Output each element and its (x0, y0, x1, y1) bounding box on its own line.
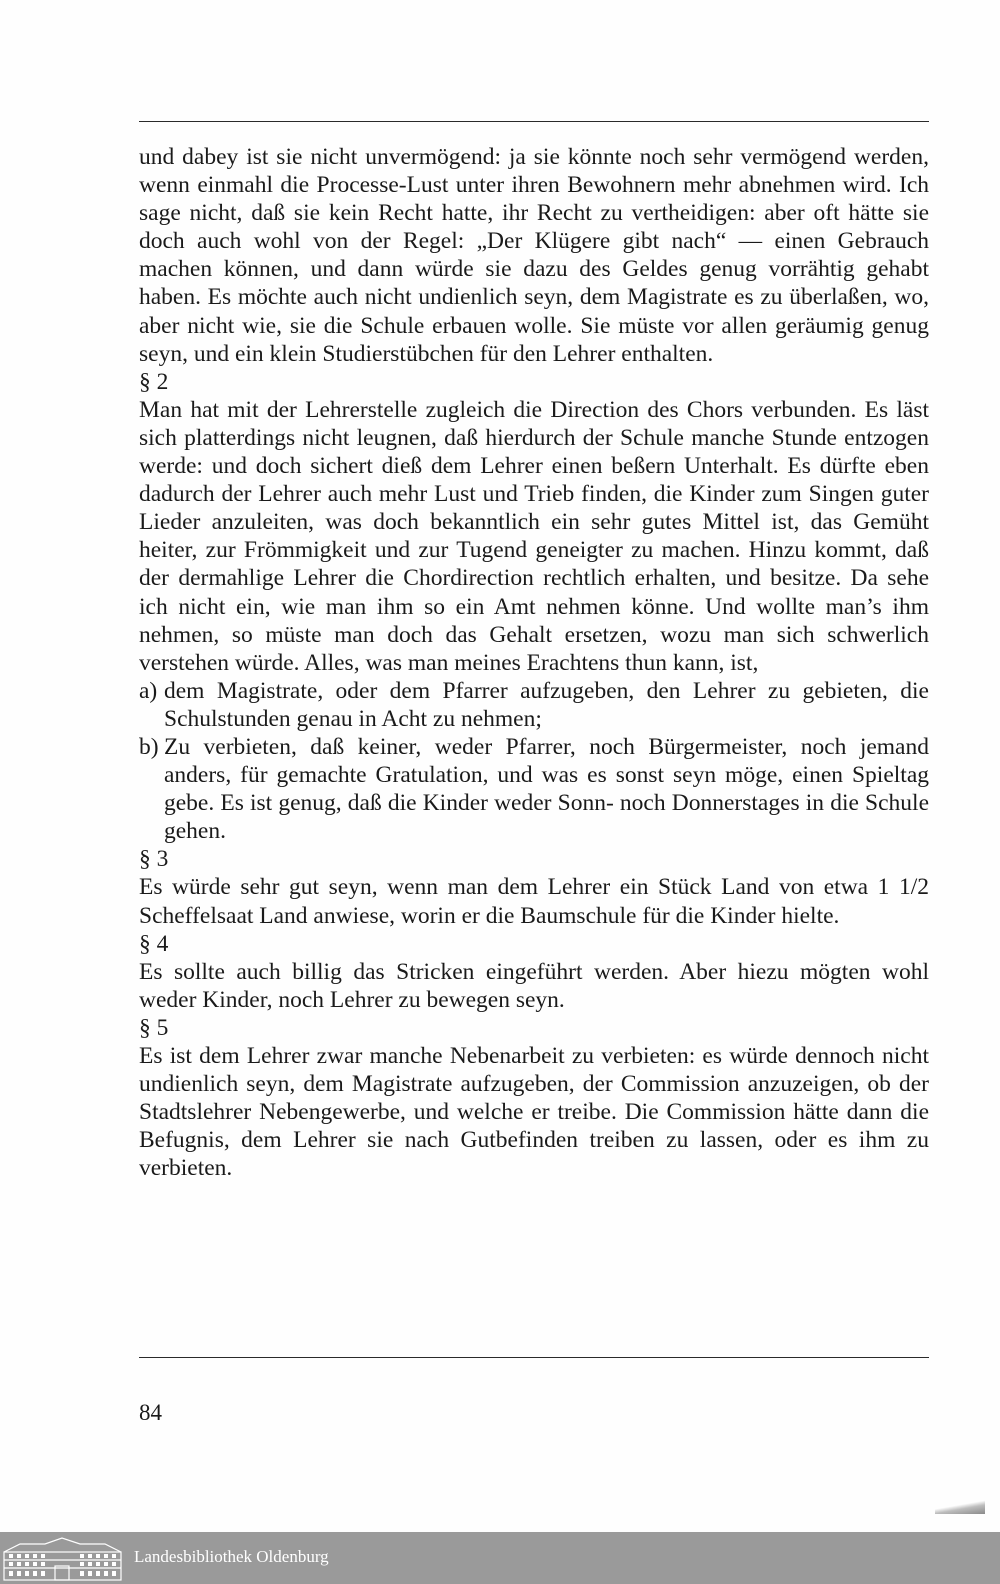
paragraph-3: Es würde sehr gut seyn, wenn man dem Lehrer ein Stück Land von etwa 1 1/2 Scheffelsaat Land anwiese, worin er die Baumschule für die Kinder hielte. (139, 874, 929, 929)
body-text (139, 143, 929, 1182)
paragraph-2: Man hat mit der Lehrerstelle zugleich die Direction des Chors verbunden. Es läst sich platterdings nicht leugnen, daß hierdurch der Schule manche Stunde entzogen werde: und doch sichert dieß dem Lehrer einen beßern Unterhalt. Es dürfte eben dadurch der Lehrer auch mehr Lust und Trieb finden, die Kinder zum Singen guter Lieder anzuleiten, was doch bekanntlich ein sehr gutes Mittel ist, das Gemüht heiter, zur Frömmigkeit und zur Tugend geneigter zu machen. Hinzu kommt, daß der dermahlige Lehrer die Chordirection rechtlich erhalten, und besitze. Da sehe ich nicht ein, wie man ihm so ein Amt nehmen könne. Und wollte man’s ihm nehmen, so müste man doch das Gehalt ersetzen, wozu man sich schwerlich verstehen würde. Alles, was man meines Erachtens thun kann, ist, (139, 396, 929, 676)
list-marker-b: b) (139, 733, 159, 760)
paragraph-1: und dabey ist sie nicht unvermögend: ja sie könnte noch sehr vermögend werden, wenn einmahl die Processe-Lust unter ihren Bewohnern mehr abnehmen wird. Ich sage nicht, daß sie kein Recht hatte, ihr Recht zu vertheidigen: aber oft hätte sie doch auch wohl von der Regel: „Der Klügere gibt nach“ — einen Gebrauch machen können, und dann würde sie dazu des Geldes genug vorrähtig gehabt haben. Es möchte auch nicht undienlich seyn, dem Magistrate es zu überlaßen, wo, aber nicht wie, sie die Schule erbauen wolle. Sie müste vor allen geräumig genug seyn, und ein klein Studierstübchen für den Lehrer enthalten. (139, 144, 929, 367)
list-item-a (139, 677, 929, 733)
section-heading-4: § 4 (139, 930, 169, 957)
list-item-a-text: dem Magistrate, oder dem Pfarrer aufzugeben, den Lehrer zu gebieten, die Schulstunden genau in Acht zu nehmen; (164, 677, 929, 732)
library-building-icon (0, 1536, 125, 1582)
scan-corner-mark (935, 1500, 985, 1514)
library-footer-bar (0, 1532, 1000, 1584)
list-marker-a: a) (139, 677, 158, 704)
paragraph-5: Es ist dem Lehrer zwar manche Nebenarbeit zu verbieten: es würde dennoch nicht undienlich seyn, dem Magistrate aufzugeben, der Commission anzuzeigen, ob der Stadtslehrer Nebengewerbe, und welche er treibe. Die Commission hätte dann die Befugnis, dem Lehrer sie nach Gutbefinden treiben zu lassen, oder es ihm zu verbieten. (139, 1043, 929, 1182)
page-number: 84 (139, 1400, 162, 1425)
section-heading-3: § 3 (139, 846, 169, 873)
list-item-b-text: Zu verbieten, daß keiner, weder Pfarrer, noch Bürgermeister, noch jemand anders, für gemachte Gratulation, und was es sonst seyn möge, einen Spieltag gebe. Es ist genug, daß die Kinder weder Sonn- noch Donnerstages in die Schule gehen. (164, 733, 929, 845)
bottom-rule (139, 1357, 929, 1358)
section-heading-2: § 2 (139, 368, 169, 395)
section-heading-5: § 5 (139, 1014, 169, 1041)
library-name: Landesbibliothek Oldenburg (134, 1547, 329, 1566)
top-rule (139, 121, 929, 122)
paragraph-4: Es sollte auch billig das Stricken eingeführt werden. Aber hiezu mögten wohl weder Kinder, noch Lehrer zu bewegen seyn. (139, 958, 929, 1013)
list-item-b (139, 733, 929, 845)
